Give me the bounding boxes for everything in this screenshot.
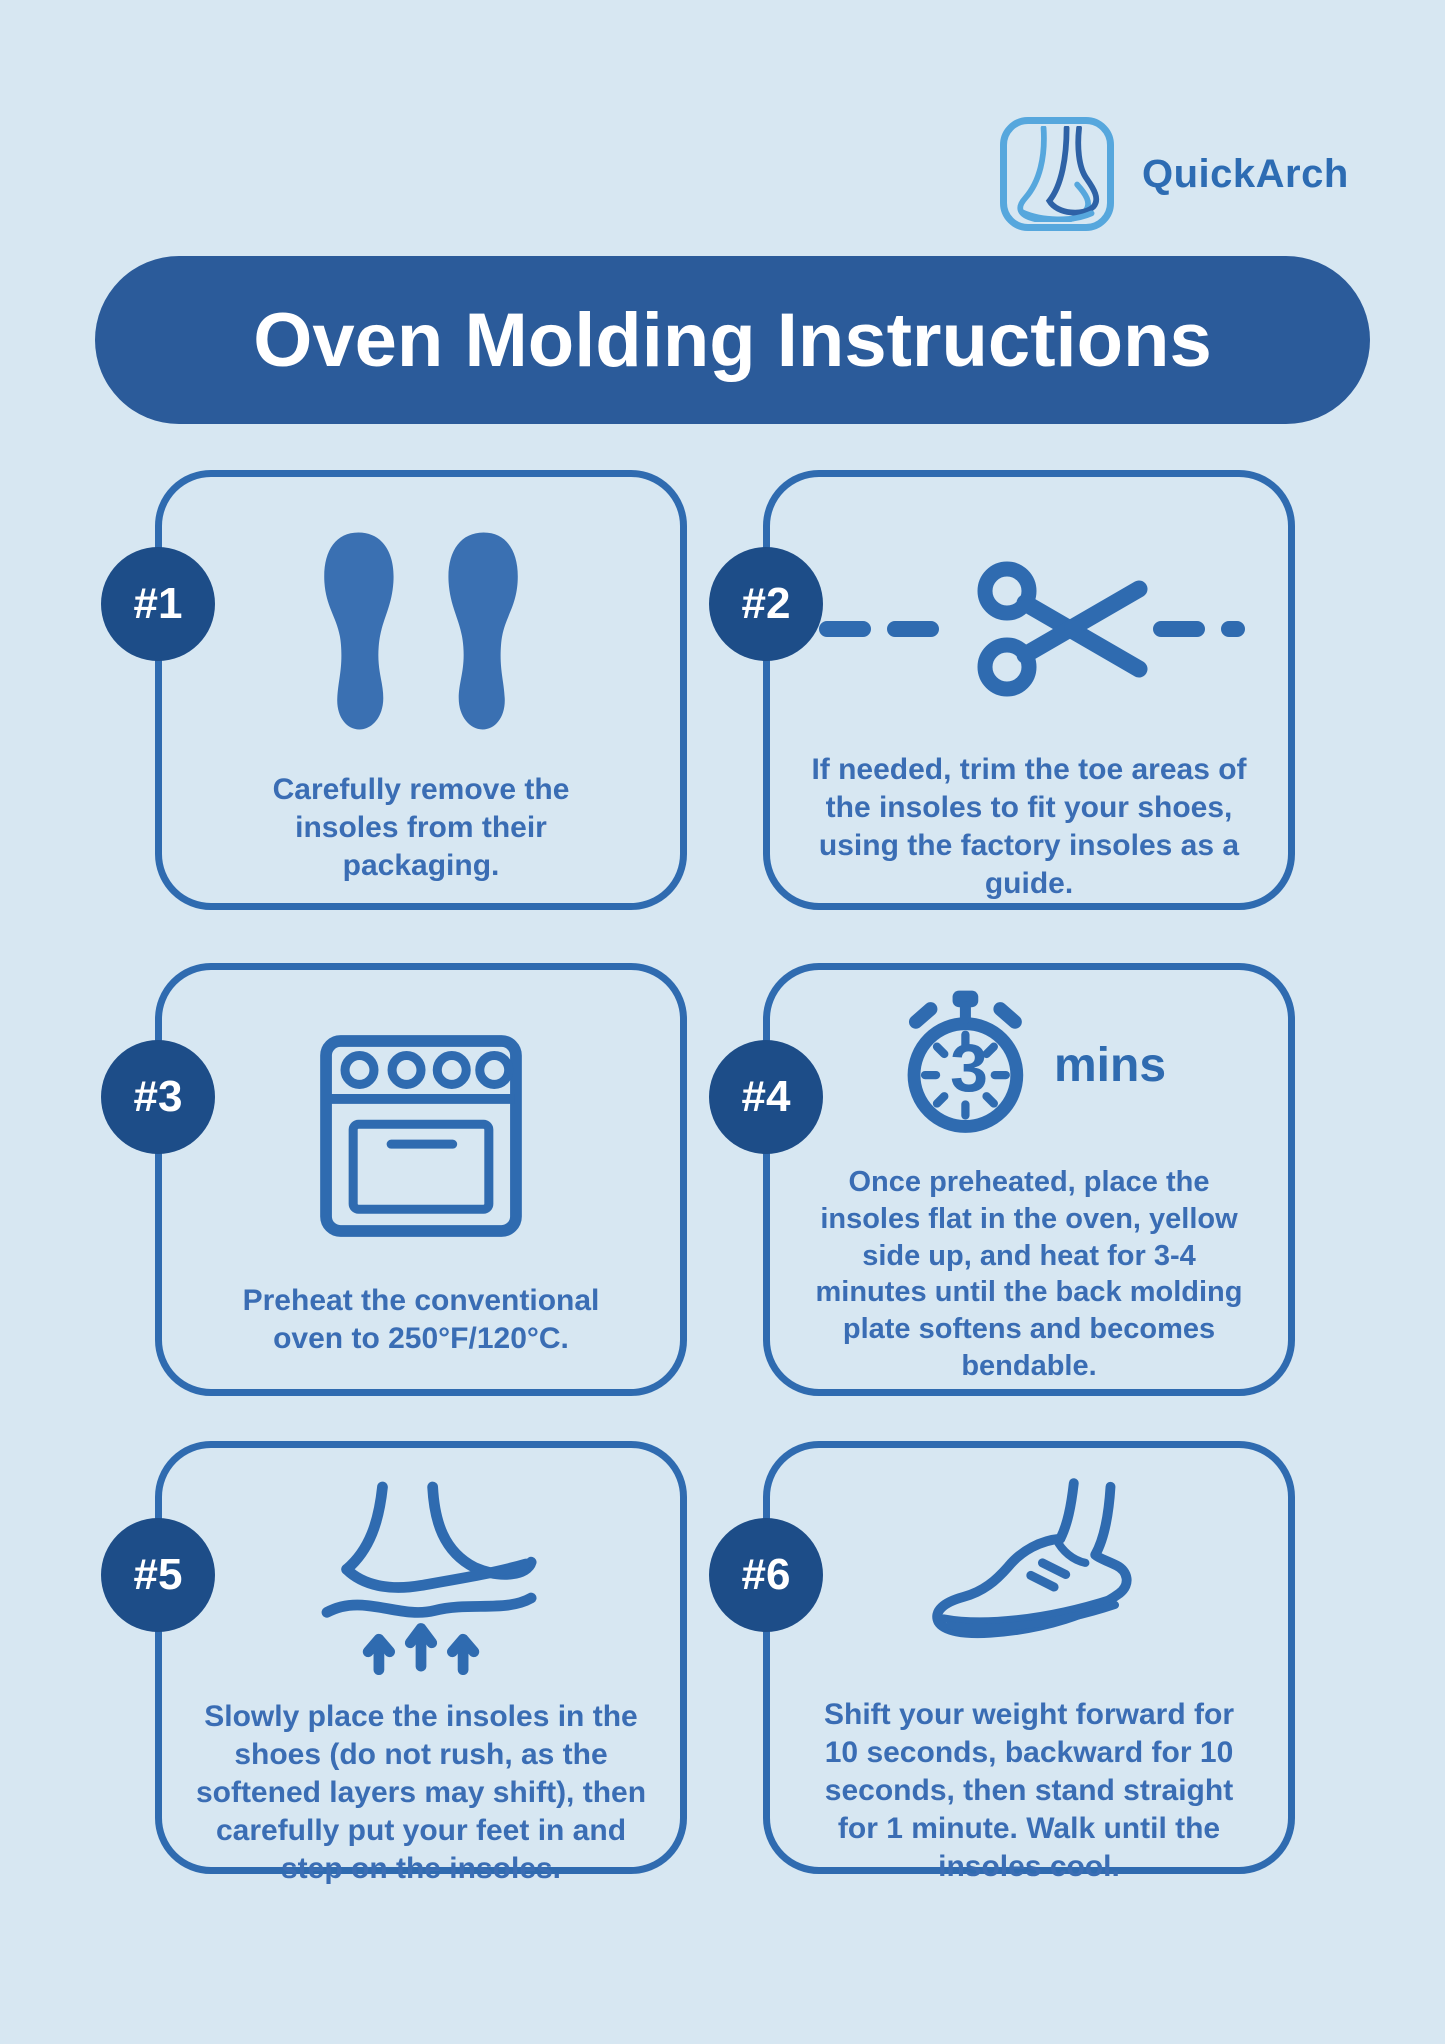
stopwatch-icon — [892, 990, 1166, 1140]
step-description: Once preheated, place the insoles flat in the oven, yellow side up, and heat for 3-4 minutes until the back molding plate softens and becomes bendable. — [815, 1166, 1243, 1383]
step-description: Carefully remove the insoles from their packaging. — [272, 773, 570, 883]
step-description: If needed, trim the toe areas of the insoles to fit your shoes, using the factory insoles as a guide. — [811, 752, 1247, 900]
foot-on-insole-arrows-icon — [290, 1478, 552, 1684]
foot-outline-icon — [1009, 126, 1105, 222]
brand-logo — [1000, 117, 1349, 231]
step-card-5 — [133, 1441, 687, 1886]
step-description: Preheat the conventional oven to 250°F/120°C. — [242, 1284, 600, 1356]
timer-unit: mins — [1053, 1038, 1167, 1092]
step-description: Shift your weight forward for 10 seconds, backward for 10 seconds, then stand straight for 1 minute. Walk until the insoles cool. — [824, 1698, 1234, 1884]
step-number: #3 — [133, 1072, 183, 1121]
insoles-icon — [306, 517, 536, 745]
step-card-2 — [741, 470, 1295, 910]
brand-name: QuickArch — [1142, 151, 1349, 196]
step-description: Slowly place the insoles in the shoes (do not rush, as the softened layers may shift), then carefully put your feet in and step on the insoles. — [195, 1700, 647, 1886]
step-number-badge — [709, 1518, 823, 1632]
step-card-6 — [741, 1441, 1295, 1884]
step-card-3 — [133, 963, 687, 1396]
step-number: #4 — [741, 1072, 791, 1121]
title-banner — [95, 256, 1370, 424]
sneaker-icon — [903, 1476, 1155, 1682]
step-number: #2 — [741, 579, 791, 628]
step-number-badge — [101, 1040, 215, 1154]
page-title: Oven Molding Instructions — [253, 297, 1212, 383]
step-number-badge — [101, 547, 215, 661]
step-number-badge — [709, 547, 823, 661]
step-number: #1 — [133, 579, 183, 628]
scissors-cut-line-icon — [809, 519, 1249, 739]
step-number-badge — [101, 1518, 215, 1632]
step-number: #6 — [741, 1550, 791, 1599]
step-card-1 — [133, 470, 687, 910]
step-number-badge — [709, 1040, 823, 1154]
step-number: #5 — [133, 1550, 183, 1599]
foot-logo-icon — [1000, 117, 1114, 231]
step-card-4 — [741, 963, 1295, 1396]
timer-value: 3 — [950, 1030, 988, 1106]
oven-icon — [317, 1022, 525, 1250]
